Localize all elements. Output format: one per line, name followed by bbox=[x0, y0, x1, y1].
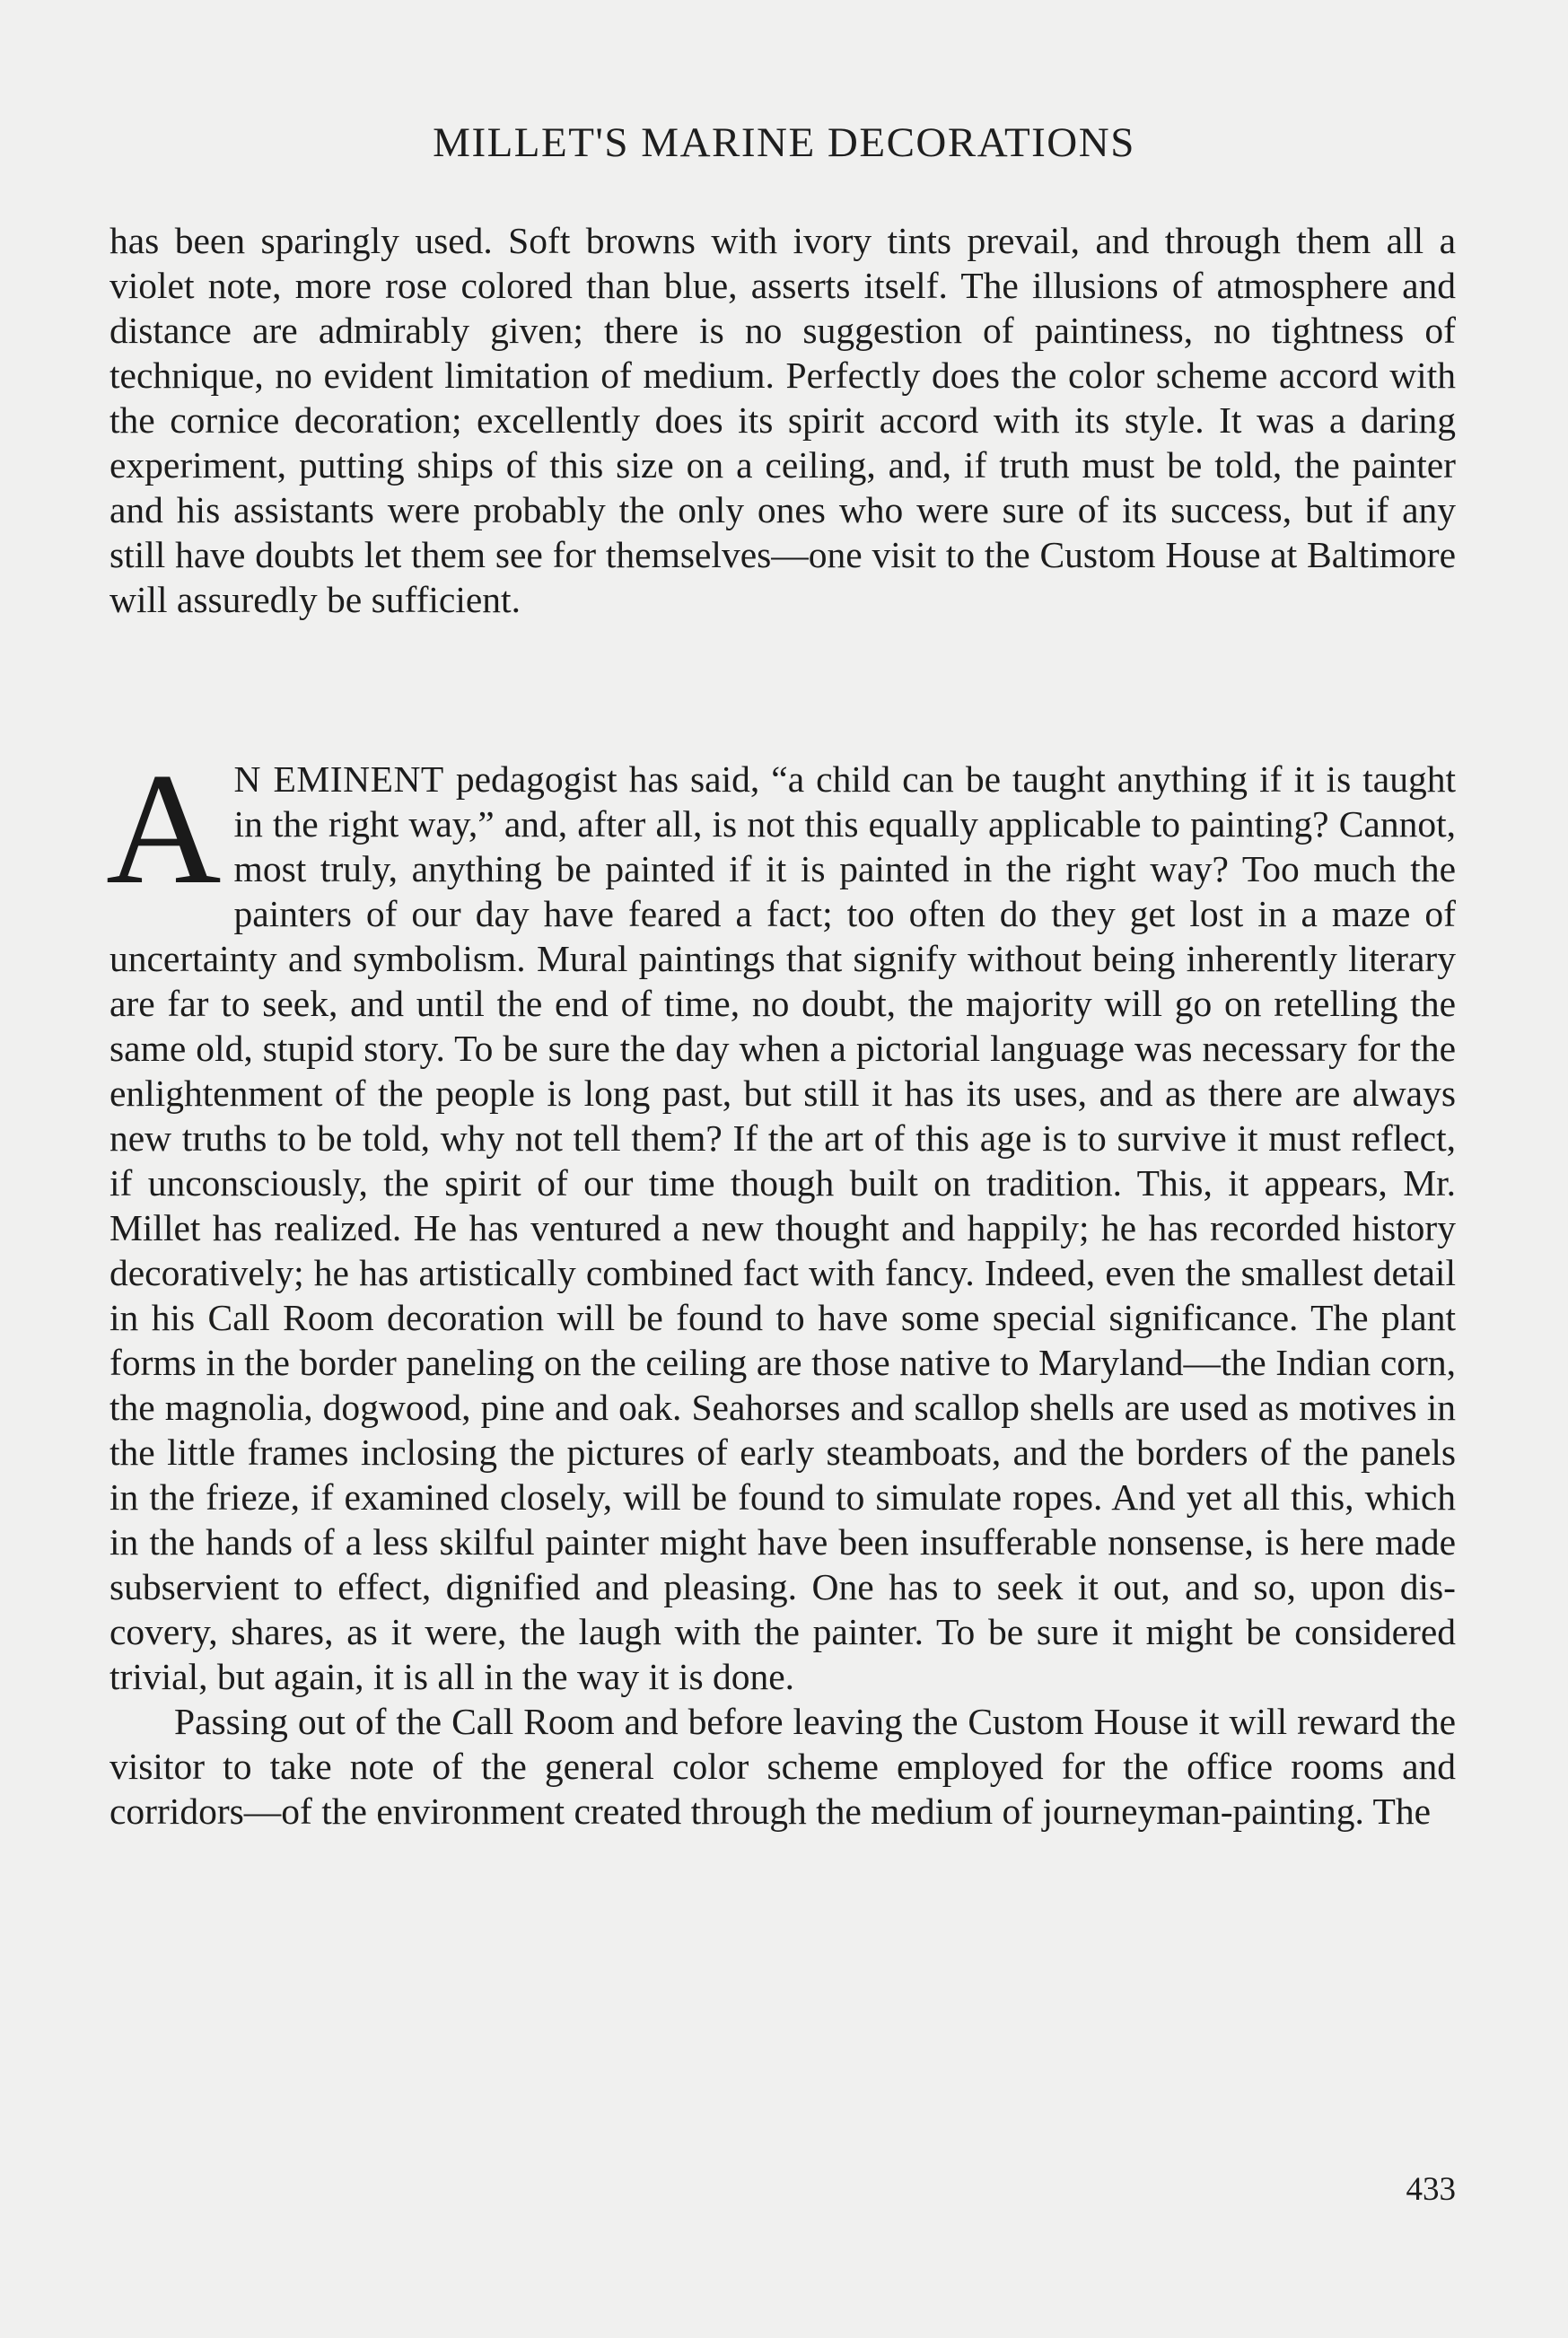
body-text-section bbox=[106, 740, 1457, 1834]
body-text-top bbox=[109, 218, 1456, 622]
running-header-title: MILLET'S MARINE DECORATIONS bbox=[433, 119, 1135, 166]
paragraph-body: pedagogist has said, “a child can be taught anything if it is taught in the right way,” and, after all, is not this equally applicable to painting? Cannot, most truly, anything be painted if it is painted in the right way? Too much the painters of our day have feared a fact; too often do they get lost in a maze of uncertainty and symbolism. Mural paintings that signify without being inherently literary are far to seek, and until the end of time, no doubt, the majority will go on retelling the same old, stupid story. To be sure the day when a pictorial language was necessary for the enlightenment of the people is long past, but still it has its uses, and as there are always new truths to be told, why not tell them? If the art of this age is to survive it must reflect, if unconsciously, the spirit of our time though built on tradition. This, it appears, Mr. Millet has realized. He has ventured a new thought and happily; he has recorded history decoratively; he has artistically combined fact with fancy. Indeed, even the smallest detail in his Call Room decoration will be found to have some special significance. The plant forms in the border paneling on the ceiling are those native to Maryland—the Indian corn, the magnolia, dogwood, pine and oak. Seahorses and scallop shells are used as motives in the little frames inclosing the pictures of early steamboats, and the borders of the panels in the frieze, if examined closely, will be found to simulate ropes. And yet all this, which in the hands of a less skilful painter might have been insufferable nonsense, is here made subservient to effect, dignified and pleasing. One has to seek it out, and so, upon discovery, shares, as it were, the laugh with the painter. To be sure it might be considered trivial, but again, it is all in the way it is done. bbox=[109, 758, 1457, 1697]
drop-cap-letter: A bbox=[106, 740, 222, 917]
paragraph-final: Passing out of the Call Room and before leaving the Custom House it will reward the visitor to take note of the general color scheme employed for the office rooms and corridors—of the environment created through the medium of journeyman-painting. The bbox=[109, 1701, 1456, 1832]
lead-in-text: N EMINENT bbox=[233, 758, 444, 800]
page-number: 433 bbox=[1406, 2171, 1456, 2208]
paragraph-continuation: has been sparingly used. Soft browns with ivory tints prevail, and through them all a violet note, more rose colored than blue, asserts itself. The illusions of atmosphere and distance are admirably given; there is no suggestion of paintiness, no tightness of technique, no evident limitation of medium. Perfectly does the color scheme accord with the cornice decoration; excellently does its spirit accord with its style. It was a daring experiment, putting ships of this size on a ceiling, and, if truth must be told, the painter and his assistants were probably the only ones who were sure of its success, but if any still have doubts let them see for themselves—one visit to the Custom House at Baltimore will assuredly be sufficient. bbox=[109, 220, 1456, 620]
paragraph-dropcap bbox=[106, 740, 1457, 1699]
